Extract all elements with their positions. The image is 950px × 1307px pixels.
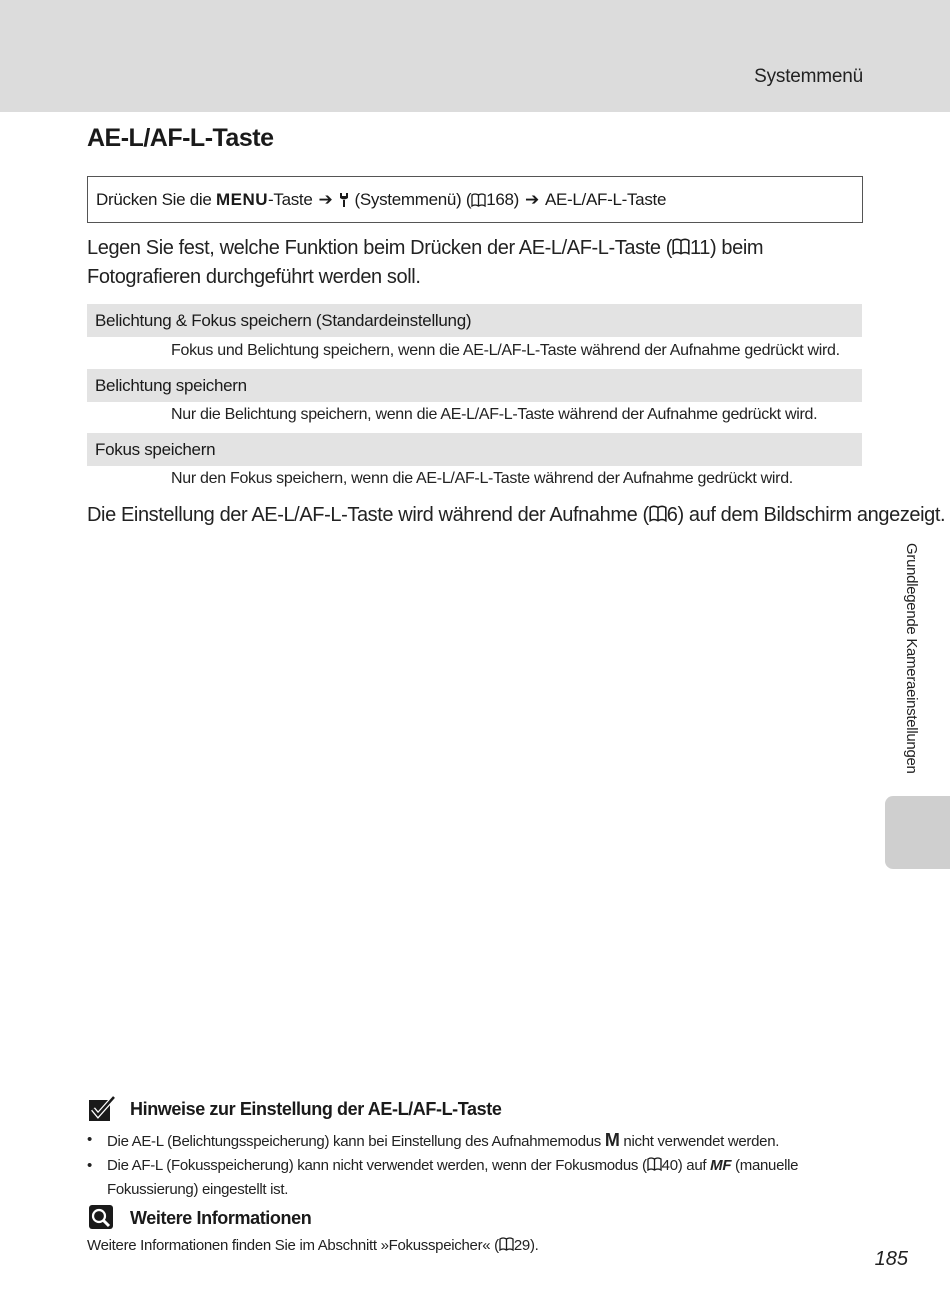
list-item xyxy=(87,1154,827,1202)
nav-step2: (Systemmenü) ( xyxy=(354,189,472,209)
intro-paragraph xyxy=(87,234,827,292)
chapter-tab xyxy=(885,796,950,869)
menu-navigation-path xyxy=(87,176,863,223)
side-tab-label: Grundlegende Kameraeinstellungen xyxy=(903,543,920,774)
outro-ref-text: 6) auf dem Bildschirm angezeigt. xyxy=(666,504,946,526)
arrow-icon: ➔ xyxy=(318,189,333,209)
bullet2-ref: 40) auf xyxy=(661,1157,711,1174)
page-number: 185 xyxy=(874,1248,908,1270)
menu-button-glyph: MENU xyxy=(215,189,269,209)
more-info-title: Weitere Informationen xyxy=(130,1207,312,1228)
mf-mode-icon: MF xyxy=(710,1157,732,1174)
option-title-exposure: Belichtung speichern xyxy=(87,369,862,402)
notes-heading xyxy=(88,1096,501,1122)
intro-ref-text: 11) beim Fotografieren durchgeführt werden soll. xyxy=(87,237,764,288)
nav-step2-ref: 168) xyxy=(486,189,520,209)
nav-menu-suffix: -Taste xyxy=(268,189,313,209)
outro-text: Die Einstellung der AE-L/AF-L-Taste wird während der Aufnahme ( xyxy=(87,504,649,526)
notes-title: Hinweise zur Einstellung der AE-L/AF-L-Taste xyxy=(130,1098,502,1119)
book-icon xyxy=(672,238,690,255)
checkmark-note-icon xyxy=(88,1096,116,1122)
bullet2-text: Die AF-L (Fokusspeicherung) kann nicht verwendet werden, wenn der Fokusmodus ( xyxy=(107,1157,647,1174)
page-title: AE-L/AF-L-Taste xyxy=(87,124,274,152)
book-icon xyxy=(647,1157,662,1171)
more-info-text xyxy=(87,1237,539,1254)
nav-step3: AE-L/AF-L-Taste xyxy=(544,189,667,209)
option-desc-exposure: Nur die Belichtung speichern, wenn die AE-L/AF-L-Taste während der Aufnahme gedrückt wird. xyxy=(171,406,818,423)
wrench-icon xyxy=(338,192,350,208)
book-icon xyxy=(471,193,486,207)
reference-note-icon xyxy=(88,1204,116,1232)
header-band xyxy=(0,0,950,112)
outro-paragraph xyxy=(87,504,945,527)
option-title-focus: Fokus speichern xyxy=(87,433,862,466)
option-desc-focus: Nur den Fokus speichern, wenn die AE-L/AF-L-Taste während der Aufnahme gedrückt wird. xyxy=(171,470,793,487)
section-label: Systemmenü xyxy=(754,66,863,87)
option-title-exposure-focus: Belichtung & Fokus speichern (Standardeinstellung) xyxy=(87,304,862,337)
bullet1-text: Die AE-L (Belichtungsspeicherung) kann bei Einstellung des Aufnahmemodus xyxy=(107,1133,605,1150)
more-info-ref: 29). xyxy=(513,1237,539,1254)
bullet2-text-end: (manuelle Fokussierung) eingestellt ist. xyxy=(107,1157,799,1198)
nav-prefix: Drücken Sie die xyxy=(96,189,212,209)
mode-m-icon: M xyxy=(604,1130,620,1150)
more-info-body: Weitere Informationen finden Sie im Abschnitt »Fokusspeicher« ( xyxy=(87,1237,499,1254)
book-icon xyxy=(499,1237,514,1251)
option-desc-exposure-focus: Fokus und Belichtung speichern, wenn die AE-L/AF-L-Taste während der Aufnahme gedrückt wird. xyxy=(171,342,840,359)
notes-list xyxy=(87,1128,827,1202)
arrow-icon: ➔ xyxy=(525,189,539,209)
book-icon xyxy=(649,505,667,522)
bullet1-text-end: nicht verwendet werden. xyxy=(619,1133,780,1150)
more-info-heading xyxy=(88,1204,311,1232)
intro-text: Legen Sie fest, welche Funktion beim Drücken der AE-L/AF-L-Taste ( xyxy=(87,237,672,259)
list-item xyxy=(87,1128,827,1154)
